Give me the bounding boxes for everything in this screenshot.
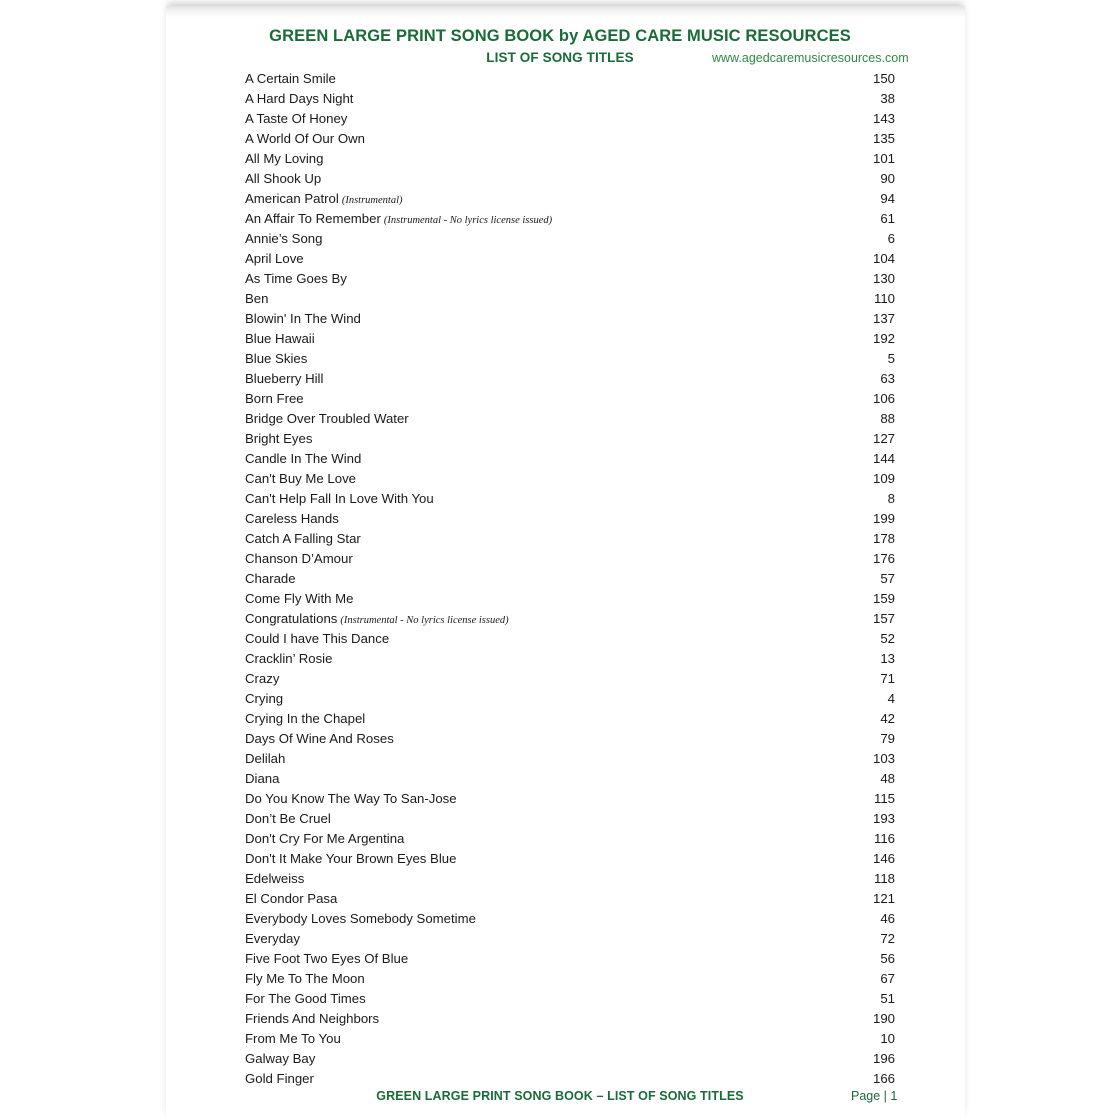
song-title-list (245, 69, 895, 1089)
song-page-number: 13 (880, 651, 895, 666)
song-page-number: 63 (880, 371, 895, 386)
song-list-item (245, 849, 895, 869)
song-title: Friends And Neighbors (245, 1011, 380, 1026)
song-page-number: 52 (880, 631, 895, 646)
song-title: All Shook Up (245, 171, 322, 186)
song-title: From Me To You (245, 1031, 341, 1046)
song-title: Chanson D’Amour (245, 551, 353, 566)
header-subtitle-row (0, 50, 1120, 68)
song-page-number: 6 (887, 231, 895, 246)
song-page-number: 116 (873, 831, 895, 846)
song-list-item (245, 1069, 895, 1089)
song-list-item (245, 389, 895, 409)
song-page-number: 79 (880, 731, 895, 746)
song-list-item (245, 889, 895, 909)
song-list-item (245, 949, 895, 969)
song-list-item (245, 249, 895, 269)
song-page-number: 135 (872, 131, 895, 146)
song-title: Don't Cry For Me Argentina (245, 831, 405, 846)
song-list-item (245, 629, 895, 649)
song-page-number: 118 (873, 871, 895, 886)
song-page-number: 101 (872, 151, 895, 166)
song-annotation: (Instrumental - No lyrics license issued) (340, 615, 509, 626)
song-page-number: 193 (872, 811, 895, 826)
song-title: A World Of Our Own (245, 131, 365, 146)
song-page-number: 157 (872, 611, 895, 626)
song-title: Blue Skies (245, 351, 308, 366)
song-page-number: 190 (872, 1011, 895, 1026)
song-title: American Patrol (Instrumental) (245, 191, 403, 206)
song-page-number: 130 (872, 271, 895, 286)
song-title: A Certain Smile (245, 71, 336, 86)
song-page-number: 110 (873, 291, 895, 306)
song-title: For The Good Times (245, 991, 366, 1006)
song-title: Come Fly With Me (245, 591, 354, 606)
song-page-number: 115 (873, 791, 895, 806)
song-list-item (245, 909, 895, 929)
song-list-item (245, 209, 895, 229)
song-list-item (245, 489, 895, 509)
song-page-number: 88 (880, 411, 895, 426)
song-page-number: 42 (880, 711, 895, 726)
song-page-number: 46 (880, 911, 895, 926)
song-title: April Love (245, 251, 304, 266)
song-title: Delilah (245, 751, 286, 766)
song-page-number: 10 (880, 1031, 895, 1046)
song-list-item (245, 549, 895, 569)
footer-title: GREEN LARGE PRINT SONG BOOK – LIST OF SONG TITLES (376, 1089, 744, 1103)
song-page-number: 94 (880, 191, 895, 206)
page-title: GREEN LARGE PRINT SONG BOOK by AGED CARE MUSIC RESOURCES (269, 27, 851, 45)
song-list-item (245, 409, 895, 429)
song-title: A Hard Days Night (245, 91, 354, 106)
song-page-number: 67 (880, 971, 895, 986)
song-title: Ben (245, 291, 269, 306)
song-page-number: 127 (872, 431, 895, 446)
song-title: Do You Know The Way To San-Jose (245, 791, 457, 806)
song-list-item (245, 429, 895, 449)
song-page-number: 61 (880, 211, 895, 226)
song-page-number: 143 (872, 111, 895, 126)
song-page-number: 57 (880, 571, 895, 586)
song-title: All My Loving (245, 151, 324, 166)
song-page-number: 72 (880, 931, 895, 946)
song-list-item (245, 1029, 895, 1049)
song-page-number: 199 (872, 511, 895, 526)
song-title: Days Of Wine And Roses (245, 731, 394, 746)
song-title: Born Free (245, 391, 304, 406)
song-title: Catch A Falling Star (245, 531, 361, 546)
page-footer (0, 1089, 1120, 1109)
song-page-number: 5 (887, 351, 895, 366)
song-list-item (245, 649, 895, 669)
song-list-item (245, 229, 895, 249)
song-title: Everybody Loves Somebody Sometime (245, 911, 476, 926)
song-list-item (245, 509, 895, 529)
song-page-number: 71 (880, 671, 895, 686)
footer-page-number: Page | 1 (851, 1089, 898, 1103)
song-title: Bright Eyes (245, 431, 313, 446)
song-title: Everyday (245, 931, 300, 946)
song-title: Crazy (245, 671, 280, 686)
website-url[interactable]: www.agedcaremusicresources.com (712, 51, 909, 65)
song-list-item (245, 109, 895, 129)
song-page-number: 176 (872, 551, 895, 566)
song-page-number: 146 (872, 851, 895, 866)
song-page-number: 192 (872, 331, 895, 346)
song-list-item (245, 149, 895, 169)
song-page-number: 196 (872, 1051, 895, 1066)
song-page-number: 150 (872, 71, 895, 86)
song-list-item (245, 709, 895, 729)
song-list-item (245, 449, 895, 469)
song-title: Could I have This Dance (245, 631, 390, 646)
song-page-number: 159 (872, 591, 895, 606)
song-page-number: 137 (872, 311, 895, 326)
song-page-number: 51 (880, 991, 895, 1006)
song-list-item (245, 789, 895, 809)
song-title: Charade (245, 571, 296, 586)
song-list-item (245, 829, 895, 849)
song-page-number: 90 (880, 171, 895, 186)
song-list-item (245, 769, 895, 789)
song-title: An Affair To Remember (Instrumental - No lyrics license issued) (245, 211, 553, 226)
song-list-item (245, 589, 895, 609)
song-list-item (245, 669, 895, 689)
song-title: El Condor Pasa (245, 891, 338, 906)
song-list-item (245, 529, 895, 549)
song-list-item (245, 269, 895, 289)
song-list-item (245, 289, 895, 309)
song-list-item (245, 89, 895, 109)
song-title: Can't Buy Me Love (245, 471, 357, 486)
song-page-number: 56 (880, 951, 895, 966)
song-list-item (245, 1049, 895, 1069)
song-list-item (245, 809, 895, 829)
song-list-item (245, 729, 895, 749)
song-list-item (245, 609, 895, 629)
song-list-item (245, 989, 895, 1009)
song-page-number: 121 (872, 891, 895, 906)
song-list-item (245, 469, 895, 489)
song-page-number: 104 (872, 251, 895, 266)
song-page-number: 38 (880, 91, 895, 106)
song-list-item (245, 689, 895, 709)
song-title: Five Foot Two Eyes Of Blue (245, 951, 409, 966)
song-list-item (245, 189, 895, 209)
song-page-number: 178 (872, 531, 895, 546)
song-annotation: (Instrumental - No lyrics license issued) (383, 215, 553, 226)
song-list-item (245, 749, 895, 769)
song-page-number: 8 (887, 491, 895, 506)
song-title: A Taste Of Honey (245, 111, 348, 126)
song-list-item (245, 329, 895, 349)
song-title: Congratulations (Instrumental - No lyrics license issued) (245, 611, 509, 626)
song-title: Diana (245, 771, 280, 786)
song-list-item (245, 929, 895, 949)
song-title: Bridge Over Troubled Water (245, 411, 409, 426)
song-title: Blue Hawaii (245, 331, 315, 346)
song-title: Annie’s Song (245, 231, 323, 246)
song-list-item (245, 69, 895, 89)
song-title: Cracklin’ Rosie (245, 651, 333, 666)
song-title: Gold Finger (245, 1071, 314, 1086)
song-list-item (245, 569, 895, 589)
song-title: Don't It Make Your Brown Eyes Blue (245, 851, 457, 866)
song-title: Blueberry Hill (245, 371, 324, 386)
song-title: Blowin' In The Wind (245, 311, 361, 326)
song-page-number: 106 (872, 391, 895, 406)
song-title: Crying In the Chapel (245, 711, 366, 726)
song-list-item (245, 369, 895, 389)
song-title: Careless Hands (245, 511, 339, 526)
song-title: Crying (245, 691, 284, 706)
song-page-number: 109 (872, 471, 895, 486)
song-page-number: 4 (887, 691, 895, 706)
song-page-number: 103 (872, 751, 895, 766)
song-list-item (245, 169, 895, 189)
song-title: Fly Me To The Moon (245, 971, 365, 986)
song-title: As Time Goes By (245, 271, 347, 286)
song-list-item (245, 309, 895, 329)
page-subtitle: LIST OF SONG TITLES (486, 50, 634, 65)
song-list-item (245, 869, 895, 889)
song-title: Can't Help Fall In Love With You (245, 491, 434, 506)
song-list-item (245, 969, 895, 989)
song-list-item (245, 349, 895, 369)
song-list-item (245, 129, 895, 149)
song-page-number: 166 (872, 1071, 895, 1086)
song-page-number: 144 (872, 451, 895, 466)
song-title: Candle In The Wind (245, 451, 362, 466)
song-title: Don’t Be Cruel (245, 811, 331, 826)
song-title: Galway Bay (245, 1051, 316, 1066)
song-list-item (245, 1009, 895, 1029)
song-annotation: (Instrumental) (341, 195, 403, 206)
song-page-number: 48 (880, 771, 895, 786)
song-title: Edelweiss (245, 871, 305, 886)
